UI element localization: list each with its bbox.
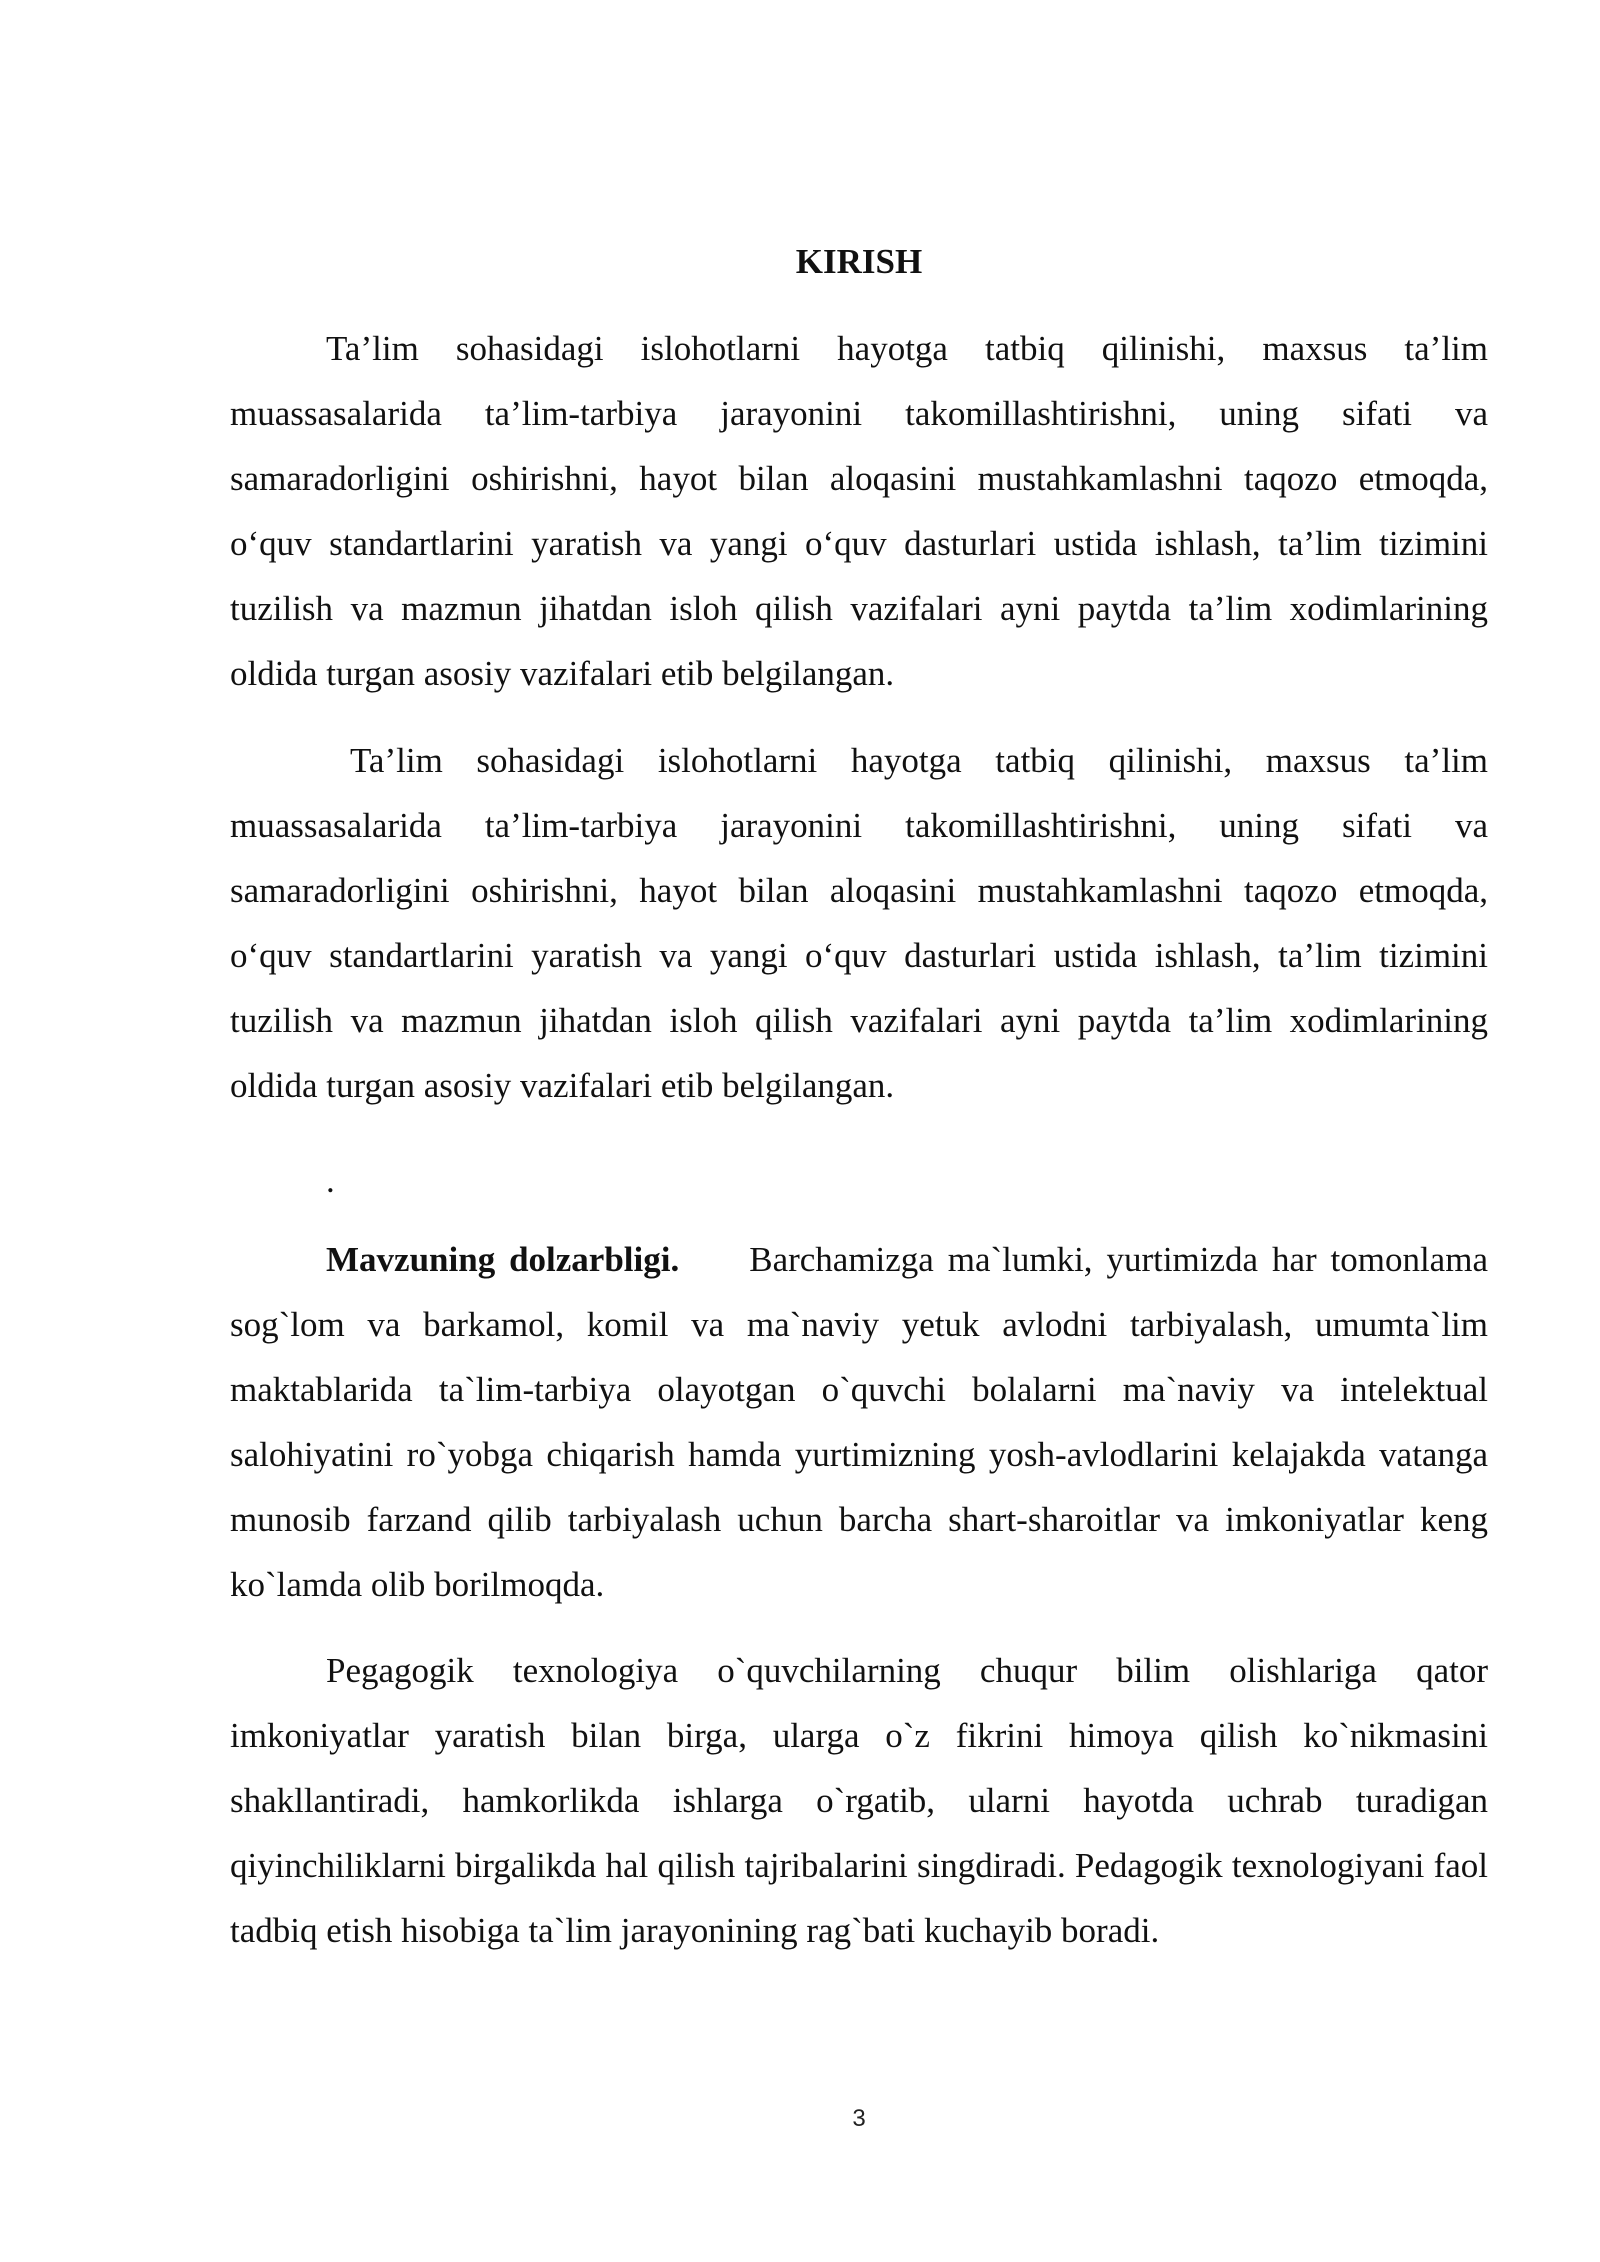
relevance-heading: Mavzuning dolzarbligi. <box>326 1240 680 1279</box>
relevance-text: Barchamizga ma`lumki, yurtimizda har tomonlama sog`lom va barkamol, komil va ma`naviy yetuk avlodni tarbiyalash, umumta`lim maktablarida ta`lim-tarbiya olayotgan o`quvchi bolalarni ma`naviy va intelektual salohiyatini ro`yobga chiqarish hamda yurtimizning yosh-avlodlarini kelajakda vatanga munosib farzand qilib tarbiyalash uchun barcha shart-sharoitlar va imkoniyatlar keng ko`lamda olib borilmoqda. <box>230 1240 1488 1604</box>
paragraph-relevance <box>230 1227 1488 1617</box>
page-number: 3 <box>852 2105 866 2132</box>
paragraph-intro-2: Ta’lim sohasidagi islohotlarni hayotga tatbiq qilinishi, maxsus ta’lim muassasalarida ta’lim-tarbiya jarayonini takomillashtirishni, uning sifati va samaradorligini oshirishni, hayot bilan aloqasini mustahkamlashni taqozo etmoqda, o‘quv standartlarini yaratish va yangi o‘quv dasturlari ustida ishlash, ta’lim tizimini tuzilish va mazmun jihatdan isloh qilish vazifalari ayni paytda ta’lim xodimlarining oldida turgan asosiy vazifalari etib belgilangan. <box>230 741 1488 1105</box>
separator-dot: . <box>326 1161 335 1200</box>
paragraph-intro-1: Ta’lim sohasidagi islohotlarni hayotga tatbiq qilinishi, maxsus ta’lim muassasalarida ta’lim-tarbiya jarayonini takomillashtirishni, uning sifati va samaradorligini oshirishni, hayot bilan aloqasini mustahkamlashni taqozo etmoqda, o‘quv standartlarini yaratish va yangi o‘quv dasturlari ustida ishlash, ta’lim tizimini tuzilish va mazmun jihatdan isloh qilish vazifalari ayni paytda ta’lim xodimlarining oldida turgan asosiy vazifalari etib belgilangan. <box>230 329 1488 693</box>
paragraph-pedagogy: Pegagogik texnologiya o`quvchilarning chuqur bilim olishlariga qator imkoniyatlar yaratish bilan birga, ularga o`z fikrini himoya qilish ko`nikmasini shakllantiradi, hamkorlikda ishlarga o`rgatib, ularni hayotda uchrab turadigan qiyinchiliklarni birgalikda hal qilish tajribalarini singdiradi. Pedagogik texnologiyani faol tadbiq etish hisobiga ta`lim jarayonining rag`bati kuchayib boradi. <box>230 1651 1488 1950</box>
page-title: KIRISH <box>795 242 923 281</box>
